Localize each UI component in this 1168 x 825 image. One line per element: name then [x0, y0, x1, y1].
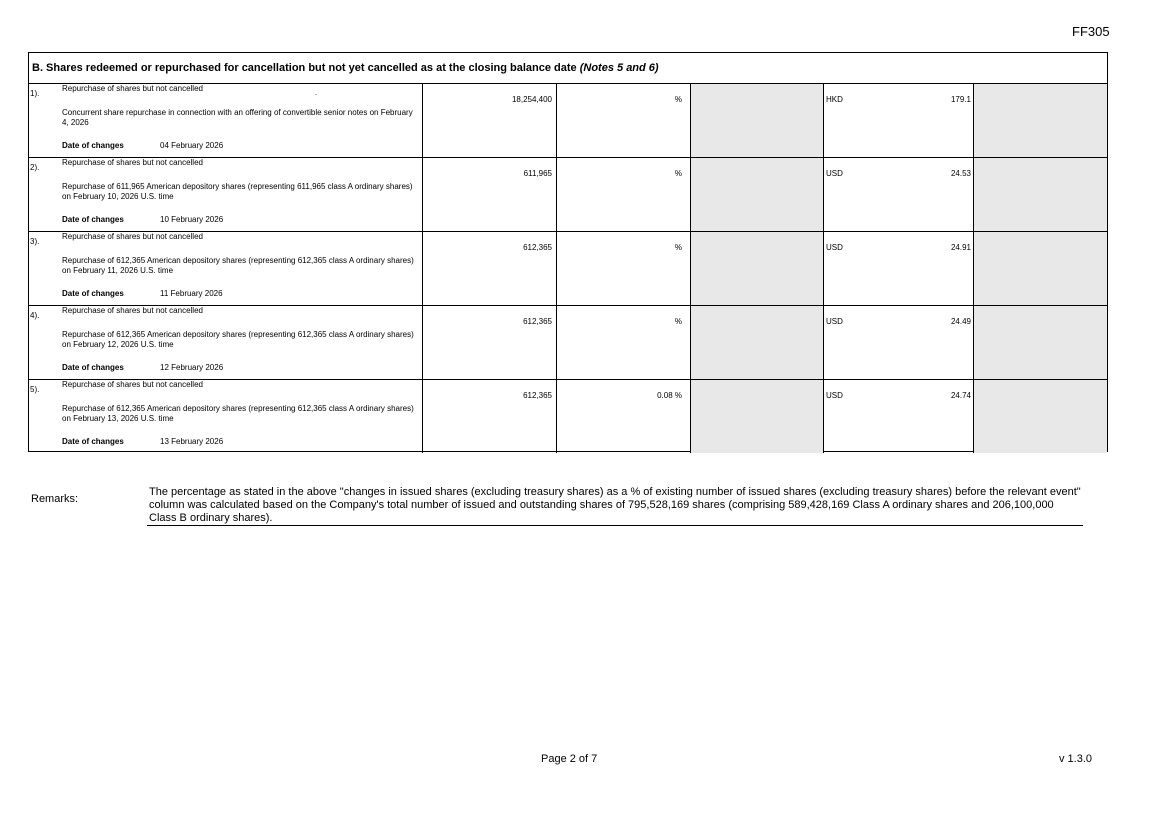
- shares-cell: [423, 306, 557, 379]
- percentage-value: %: [674, 317, 682, 326]
- shaded-cell: [974, 380, 1107, 453]
- price-cell: [824, 380, 974, 453]
- date-label: Date of changes: [62, 141, 124, 150]
- change-type: Repurchase of shares but not cancelled: [62, 306, 203, 315]
- description-cell: [29, 84, 423, 157]
- table-row: [29, 84, 1107, 158]
- price-cell: [824, 306, 974, 379]
- date-value: 13 February 2026: [160, 437, 224, 446]
- price-value: 24.53: [950, 169, 971, 178]
- date-of-changes: [62, 215, 223, 224]
- change-detail: Repurchase of 612,365 American depository shares (representing 612,365 class A ordinary shares) on February 11, 2026 U.S. time: [62, 256, 414, 275]
- date-of-changes: [62, 363, 223, 372]
- date-value: 04 February 2026: [160, 141, 224, 150]
- percentage-cell: [557, 380, 691, 453]
- date-label: Date of changes: [62, 437, 124, 446]
- shaded-cell: [974, 306, 1107, 379]
- shaded-cell: [691, 158, 824, 231]
- shaded-cell: [691, 232, 824, 305]
- price-value: 24.49: [950, 317, 971, 326]
- date-label: Date of changes: [62, 289, 124, 298]
- shaded-cell: [691, 84, 824, 157]
- description-cell: [29, 380, 423, 453]
- row-number: 3).: [30, 237, 40, 246]
- price-value: 24.91: [950, 243, 971, 252]
- table-row: [29, 158, 1107, 232]
- date-value: 11 February 2026: [160, 289, 223, 298]
- section-title: [29, 53, 1107, 84]
- shares-value: 612,365: [523, 317, 552, 326]
- change-detail: Repurchase of 612,365 American depository shares (representing 612,365 class A ordinary shares) on February 13, 2026 U.S. time: [62, 404, 414, 423]
- date-label: Date of changes: [62, 215, 124, 224]
- section-b-table: [28, 52, 1108, 452]
- change-detail: Concurrent share repurchase in connection with an offering of convertible senior notes on February 4, 2026: [62, 108, 413, 127]
- section-title-text: B. Shares redeemed or repurchased for cancellation but not yet cancelled as at the closing balance date: [32, 62, 577, 74]
- percentage-value: %: [674, 169, 682, 178]
- change-type: Repurchase of shares but not cancelled: [62, 380, 203, 389]
- shares-cell: [423, 232, 557, 305]
- percentage-cell: [557, 232, 691, 305]
- currency: USD: [826, 169, 843, 178]
- date-of-changes: [62, 141, 223, 150]
- percentage-cell: [557, 306, 691, 379]
- percentage-cell: [557, 84, 691, 157]
- row-number: 2).: [30, 163, 40, 172]
- remarks-text: The percentage as stated in the above "changes in issued shares (excluding treasury shares) as a % of existing number of issued shares (excluding treasury shares) before the relevant event" column was calculated based on the Company's total number of issued and outstanding shares of 795,528,169 shares (comprising 589,428,169 Class A ordinary shares and 206,100,000 Class B ordinary shares).: [147, 486, 1083, 526]
- dot-mark: .: [315, 88, 318, 97]
- percentage-cell: [557, 158, 691, 231]
- shaded-cell: [691, 306, 824, 379]
- price-value: 24.74: [950, 391, 971, 400]
- currency: HKD: [826, 95, 843, 104]
- shares-cell: [423, 380, 557, 453]
- row-number: 1).: [30, 89, 40, 98]
- date-of-changes: [62, 437, 223, 446]
- shaded-cell: [974, 84, 1107, 157]
- shares-cell: [423, 158, 557, 231]
- price-cell: [824, 158, 974, 231]
- table-row: [29, 306, 1107, 380]
- percentage-value: 0.08 %: [657, 391, 682, 400]
- row-number: 4).: [30, 311, 40, 320]
- table-row: [29, 232, 1107, 306]
- currency: USD: [826, 243, 843, 252]
- currency: USD: [826, 317, 843, 326]
- change-type: Repurchase of shares but not cancelled: [62, 84, 203, 93]
- table-row: [29, 380, 1107, 453]
- percentage-value: %: [674, 95, 682, 104]
- shaded-cell: [974, 158, 1107, 231]
- date-value: 10 February 2026: [160, 215, 224, 224]
- shaded-cell: [974, 232, 1107, 305]
- description-cell: [29, 232, 423, 305]
- change-detail: Repurchase of 612,365 American depository shares (representing 612,365 class A ordinary shares) on February 12, 2026 U.S. time: [62, 330, 414, 349]
- shares-value: 612,365: [523, 243, 552, 252]
- shares-value: 611,965: [523, 169, 552, 178]
- price-value: 179.1: [950, 95, 971, 104]
- version-label: v 1.3.0: [1059, 753, 1093, 765]
- shaded-cell: [691, 380, 824, 453]
- shares-value: 612,365: [523, 391, 552, 400]
- percentage-value: %: [674, 243, 682, 252]
- change-type: Repurchase of shares but not cancelled: [62, 158, 203, 167]
- price-cell: [824, 232, 974, 305]
- form-code: FF305: [1072, 24, 1110, 39]
- change-detail: Repurchase of 611,965 American depository shares (representing 611,965 class A ordinary shares) on February 10, 2026 U.S. time: [62, 182, 413, 201]
- page-number: Page 2 of 7: [541, 753, 598, 765]
- section-title-notes: (Notes 5 and 6): [579, 62, 659, 74]
- shares-cell: [423, 84, 557, 157]
- description-cell: [29, 306, 423, 379]
- change-type: Repurchase of shares but not cancelled: [62, 232, 203, 241]
- date-of-changes: [62, 289, 223, 298]
- currency: USD: [826, 391, 843, 400]
- remarks-label: Remarks:: [31, 493, 79, 505]
- shares-value: 18,254,400: [511, 95, 552, 104]
- row-number: 5).: [30, 385, 40, 394]
- date-value: 12 February 2026: [160, 363, 224, 372]
- description-cell: [29, 158, 423, 231]
- price-cell: [824, 84, 974, 157]
- date-label: Date of changes: [62, 363, 124, 372]
